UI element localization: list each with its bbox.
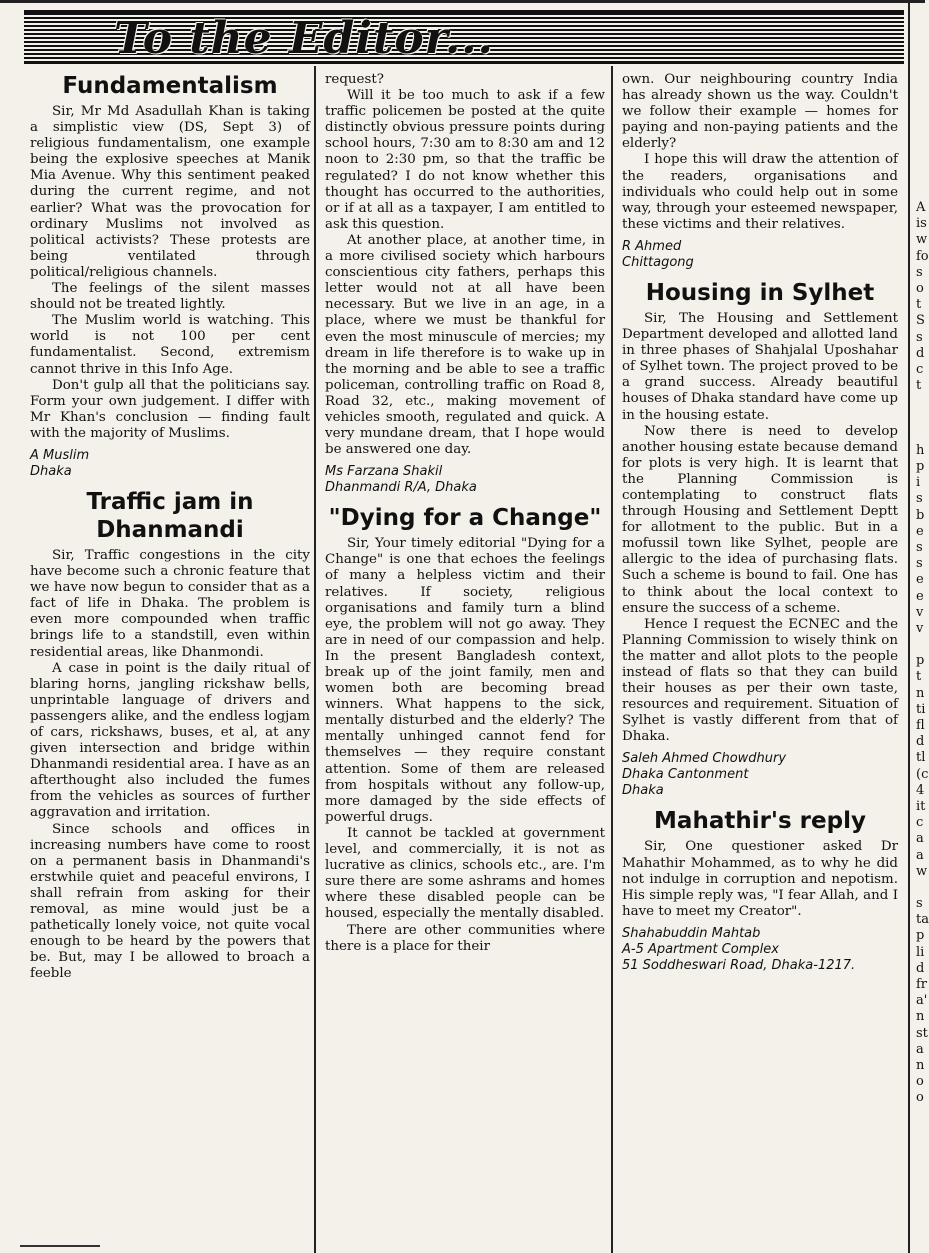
letter-signature <box>30 448 310 480</box>
letter-paragraph: request? <box>325 72 384 87</box>
fragment-line: d <box>916 345 925 361</box>
fragment-line: a <box>916 1041 924 1057</box>
fragment-line: i <box>916 475 921 491</box>
column-divider <box>611 66 613 1253</box>
fragment-line: e <box>916 588 924 604</box>
fragment-line: n <box>916 1009 925 1025</box>
letter-headline: "Dying for a Change" <box>328 505 602 532</box>
signature-place: Dhaka <box>30 463 72 479</box>
fragment-line: is <box>916 216 927 232</box>
letter-signature <box>622 926 898 974</box>
letter-housing-sylhet <box>622 279 898 800</box>
letter-headline: Mahathir's reply <box>654 808 866 835</box>
signature-place: Dhanmandi R/A, Dhaka <box>325 480 477 496</box>
fragment-line: d <box>916 960 925 976</box>
letter-signature <box>622 751 898 799</box>
fragment-line: t <box>916 378 922 394</box>
letter-paragraph: Now there is need to develop another housing estate because demand for plots is very high. It is learnt that the Planning Commission is contemplating to construct flats through Housing and Settlement Deptt for allotment to the public. But in a mofussil town like Sylhet, people are allergic to the idea of purchasing flats. Such a scheme is bound to fail. One has to think about the local context to ensure the success of a scheme. <box>622 423 898 616</box>
fragment-line: c <box>916 361 924 377</box>
fragment-line: tl <box>916 750 926 766</box>
section-title: To the Editor... <box>114 13 494 64</box>
fragment-line: ti <box>916 701 926 717</box>
letter-signature <box>325 464 605 496</box>
letter-paragraph: A case in point is the daily ritual of blaring horns, jangling rickshaw bells, unprintable language of drivers and passengers alike, and the endless logjam of cars, rickshaws, buses, et al, at any given intersection and bridge within Dhanmandi residential area. I have as an afterthought also included the fumes from the vehicles as sources of further aggravation and irritation. <box>30 660 310 821</box>
signature-name: R Ahmed <box>622 238 682 254</box>
letter-paragraph: The feelings of the silent masses should not be treated lightly. <box>30 281 310 313</box>
signature-name: Ms Farzana Shakil <box>325 464 443 480</box>
fragment-line: s <box>916 896 923 912</box>
signature-name: Saleh Ahmed Chowdhury <box>622 751 787 767</box>
fragment-line: fl <box>916 718 925 733</box>
letter-headline: Traffic jam in Dhanmandi <box>86 488 254 543</box>
fragment-line: n <box>916 1057 925 1073</box>
fragment-line: a <box>916 831 924 847</box>
signature-place: Dhaka <box>622 783 664 799</box>
letter-signature <box>622 239 898 271</box>
bottom-rule <box>20 1245 100 1247</box>
fragment-line: p <box>916 928 925 944</box>
letter-paragraph: own. Our neighbouring country India has already shown us the way. Couldn't we follow their example — homes for paying and non-paying patients and the elderly? <box>622 72 898 152</box>
letter-paragraph: Sir, Your timely editorial "Dying for a Change" is one that echoes the feelings of many a helpless victim and their relatives. If society, religious organisations and family turn a blind eye, the problem will not go away. They are in need of our compassion and help. In the present Bangladesh context, break up of the joint family, men and women both are becoming bread winners. What happens to the sick, mentally disturbed and the elderly? The mentally unhinged cannot fend for themselves — they require constant attention. Some of them are released from hospitals without any follow-up, more damaged by the side effects of powerful drugs. <box>325 536 605 825</box>
fragment-line: ta <box>916 912 929 928</box>
fragment-line: s <box>916 329 923 345</box>
fragment-line: c <box>916 815 924 831</box>
letter-fundamentalism <box>30 72 310 480</box>
signature-name: Shahabuddin Mahtab <box>622 925 761 941</box>
fragment-line: v <box>916 604 924 620</box>
letter-paragraph: I hope this will draw the attention of the readers, organisations and individuals who could help out in some way, through your esteemed newspaper, these victims and their relatives. <box>622 152 898 232</box>
fragment-line: a <box>916 847 924 863</box>
letter-traffic-jam-continued <box>325 72 605 496</box>
letter-mahathir-reply <box>622 807 898 973</box>
fragment-line: s <box>916 539 923 555</box>
letter-paragraph: The Muslim world is watching. This world is not 100 per cent fundamentalist. Second, extremism cannot thrive in this Info Age. <box>30 313 310 377</box>
fragment-line <box>916 427 928 443</box>
letter-paragraph: Sir, Traffic congestions in the city have become such a chronic feature that we have now begun to consider that as a fact of life in Dhaka. The problem is even more compounded when traffic brings life to a standstill, even within residential areas, like Dhanmondi. <box>30 547 310 660</box>
fragment-line: n <box>916 685 925 701</box>
fragment-line: t <box>916 297 922 313</box>
fragment-line: o <box>916 1090 924 1106</box>
letter-paragraph: Don't gulp all that the politicians say. Form your own judgement. I differ with Mr Khan's conclusion — finding fault with the majority of Muslims. <box>30 377 310 441</box>
fragment-line: A <box>916 200 926 215</box>
letter-traffic-jam <box>30 488 310 983</box>
column-1 <box>30 70 310 983</box>
fragment-line: w <box>916 863 928 879</box>
fragment-line: fo <box>916 248 929 264</box>
letter-dying-for-a-change <box>325 504 605 954</box>
letter-paragraph: It cannot be tackled at government level, and commercially, it is not as lucrative as clinics, schools etc., are. I'm sure there are some ashrams and homes where these disabled people can be housed, especially the mentally disabled. <box>325 825 605 922</box>
fragment-line <box>916 880 928 896</box>
fragment-line: it <box>916 798 926 814</box>
fragment-line: p <box>916 653 925 669</box>
column-divider <box>908 0 910 1253</box>
fragment-line: li <box>916 944 925 960</box>
adjacent-column-fragment <box>916 200 928 1107</box>
signature-place: Chittagong <box>622 254 694 270</box>
letter-paragraph: Sir, One questioner asked Dr Mahathir Mohammed, as to why he did not indulge in corruption and nepotism. His simple reply was, "I fear Allah, and I have to meet my Creator". <box>622 839 898 919</box>
fragment-line: b <box>916 507 925 523</box>
fragment-line: (c <box>916 766 929 782</box>
signature-place: 51 Soddheswari Road, Dhaka-1217. <box>622 957 856 973</box>
fragment-line: fr <box>916 977 928 992</box>
fragment-line: st <box>916 1025 928 1041</box>
fragment-line: d <box>916 734 925 750</box>
top-rule <box>0 0 925 3</box>
signature-place: A-5 Apartment Complex <box>622 941 779 957</box>
letter-dying-continued <box>622 72 898 271</box>
fragment-line: v <box>916 620 924 636</box>
fragment-line: t <box>916 669 922 685</box>
letter-paragraph: Sir, Mr Md Asadullah Khan is taking a simplistic view (DS, Sept 3) of religious fundamentalism, one example being the explosive speeches at Manik Mia Avenue. Why this sentiment peaked during the current regime, and not earlier? What was the provocation for ordinary Muslims not involved as political activists? These protests are being ventilated through political/religious channels. <box>30 104 310 280</box>
fragment-line: 4 <box>916 782 925 798</box>
letter-paragraph: Hence I request the ECNEC and the Planning Commission to wisely think on the matter and allot plots to the people instead of flats so that they can build their houses as per their own taste, resources and requirement. Situation of Sylhet is vastly different from that of Dhaka. <box>622 616 898 745</box>
signature-place: Dhaka Cantonment <box>622 767 749 783</box>
letter-paragraph: Since schools and offices in increasing numbers have come to roost on a permanent basis in Dhanmandi's erstwhile quiet and peaceful environs, I shall refrain from asking for their removal, as mine would just be a pathetically lonely voice, not quite vocal enough to be heard by the powers that be. But, may I be allowed to broach a feeble <box>30 821 310 982</box>
letter-paragraph: Sir, The Housing and Settlement Department developed and allotted land in three phases of Shahjalal Uposhahar of Sylhet town. The project proved to be a grand success. Already beautiful houses of Dhaka standard have come up in the housing estate. <box>622 310 898 423</box>
fragment-line: o <box>916 1074 924 1090</box>
fragment-line <box>916 410 928 426</box>
column-2 <box>325 72 605 955</box>
letter-headline: Fundamentalism <box>62 73 278 99</box>
letter-paragraph: There are other communities where there is a place for their <box>325 922 605 954</box>
fragment-line: o <box>916 280 924 296</box>
letter-paragraph: Will it be too much to ask if a few traffic policemen be posted at the quite distinctly obvious pressure points during school hours, 7:30 am to 8:30 am and 12 noon to 2:30 pm, so that the traffic be regulated? I do not know whether this thought has occurred to the authorities, or if at all as a taxpayer, I am entitled to ask this question. <box>325 88 605 232</box>
signature-name: A Muslim <box>30 447 90 463</box>
fragment-line: p <box>916 459 925 474</box>
fragment-line: e <box>916 523 924 539</box>
fragment-line: a' <box>916 993 928 1009</box>
column-divider <box>314 66 316 1253</box>
letter-headline: Housing in Sylhet <box>645 279 875 306</box>
column-3 <box>622 72 898 982</box>
fragment-line: s <box>916 556 923 572</box>
section-banner <box>24 10 904 64</box>
fragment-line <box>916 394 928 410</box>
fragment-line <box>916 637 928 653</box>
fragment-line: e <box>916 572 924 588</box>
fragment-line: s <box>916 491 923 507</box>
fragment-line: S <box>916 313 925 329</box>
letter-paragraph: At another place, at another time, in a more civilised society which harbours conscientious city fathers, perhaps this letter would not at all have been necessary. But we live in an age, in a place, where we must be thankful for even the most minuscule of mercies; my dream in life therefore is to wake up in the morning and be able to see a traffic policeman, controlling traffic on Road 8, Road 32, etc., making movement of vehicles smooth, regulated and quick. A very mundane dream, that I hope would be answered one day. <box>325 232 605 458</box>
fragment-line: h <box>916 442 925 458</box>
fragment-line: w <box>916 232 928 248</box>
fragment-line: s <box>916 264 923 280</box>
